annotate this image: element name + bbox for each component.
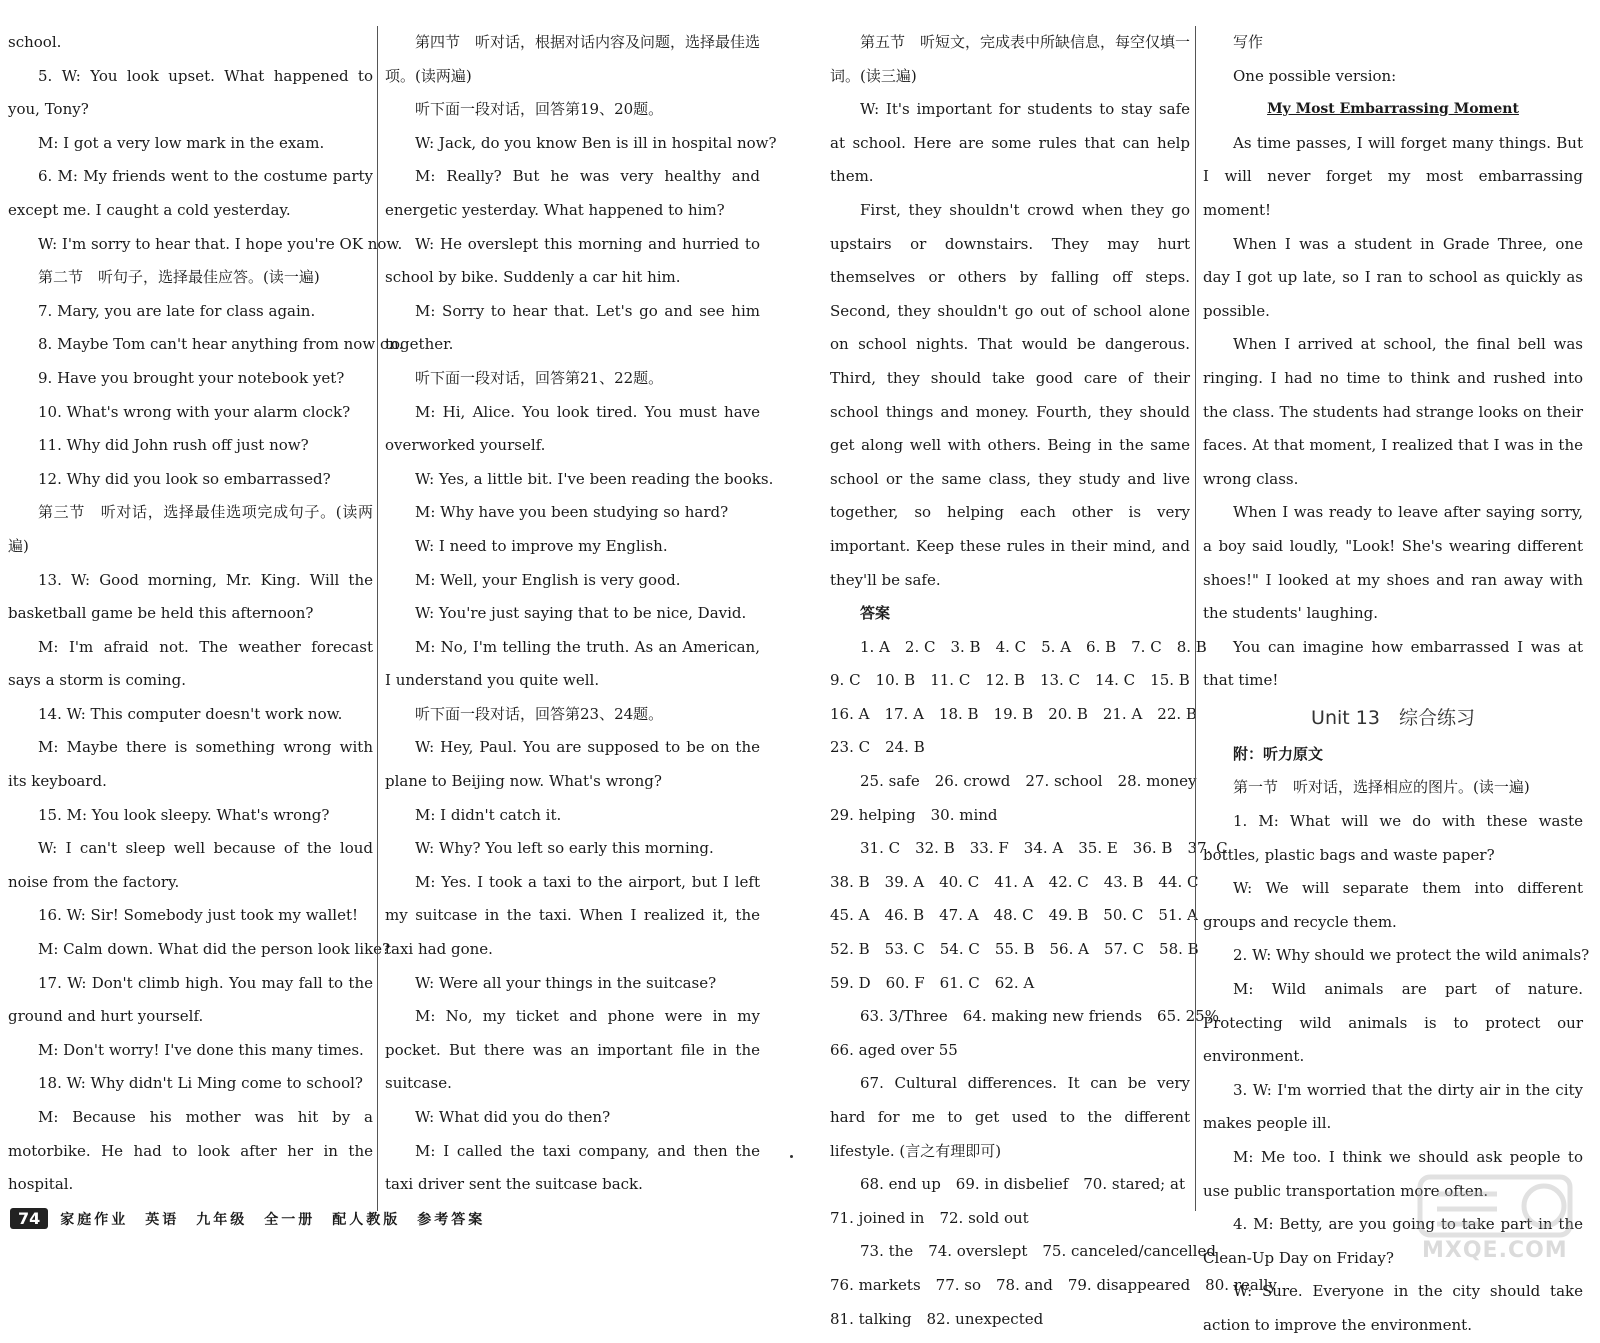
text-line: M: Sorry to hear that. Let's go and see him together. [385, 301, 760, 354]
text-line: school. [8, 33, 62, 51]
text-line: W: Hey, Paul. You are supposed to be on the plane to Beijing now. What's wrong? [385, 738, 760, 791]
essay-title: My Most Embarrassing Moment [1267, 101, 1519, 118]
text-line: 5. W: You look upset. What happened to you, Tony? [8, 66, 373, 119]
text-line: 附：听力原文 [1233, 744, 1324, 763]
text-line: 6. M: My friends went to the costume party except me. I caught a cold yesterday. [8, 167, 373, 219]
text-line: M: Why have you been studying so hard? [415, 503, 729, 522]
text-line: W: Jack, do you know Ben is ill in hospital now? [415, 133, 777, 152]
watermark-logo-icon [1412, 1169, 1582, 1269]
text-line: 9. C 10. B 11. C 12. B 13. C 14. C 15. B [830, 671, 1190, 690]
column-2 [385, 26, 777, 1226]
text-line: 14. W: This computer doesn't work now. [38, 704, 343, 723]
left-page [0, 0, 790, 1281]
text-line: When I arrived at school, the final bell was ringing. I had no time to think and rushed into the class. The students had strange looks on their faces. At that moment, I realized that I was in the wrong class. [1203, 335, 1583, 488]
text-line: M: Me too. I think we should ask people to use public transportation more often. [1203, 1148, 1583, 1200]
text-line: 67. Cultural differences. It can be very hard for me to get used to the different lifestyle. (言之有理即可) [830, 1074, 1190, 1160]
text-line: 71. joined in 72. sold out [830, 1208, 1029, 1227]
column-1 [8, 26, 404, 1226]
text-line: M: No, I'm telling the truth. As an American, I understand you quite well. [385, 637, 760, 690]
text-line: 第三节 听对话，选择最佳选项完成句子。(读两遍) [8, 503, 373, 555]
text-line: 第一节 听对话，选择相应的图片。(读一遍) [1233, 778, 1530, 797]
text-line: M: Well, your English is very good. [415, 570, 681, 589]
text-line: M: No, my ticket and phone were in my pocket. But there was an important file in the suitcase. [385, 1007, 760, 1093]
text-line: 81. talking 82. unexpected [830, 1309, 1044, 1328]
text-line: M: I'm afraid not. The weather forecast says a storm is coming. [8, 637, 373, 690]
text-line: W: You're just saying that to be nice, David. [415, 604, 747, 623]
text-line: W: It's important for students to stay safe at school. Here are some rules that can help them. [830, 100, 1190, 186]
text-line: M: Wild animals are part of nature. Protecting wild animals is to protect our environment. [1203, 980, 1583, 1066]
text-line: 第二节 听句子，选择最佳应答。(读一遍) [38, 268, 320, 287]
text-line: 第五节 听短文，完成表中所缺信息，每空仅填一词。(读三遍) [830, 33, 1191, 85]
text-line: W: Sure. Everyone in the city should take action to improve the environment. [1203, 1282, 1583, 1334]
page-footer [10, 1208, 485, 1229]
text-line: 13. W: Good morning, Mr. King. Will the basketball game be held this afternoon? [8, 570, 373, 623]
text-line: 2. W: Why should we protect the wild animals? [1233, 946, 1590, 965]
text-line: 听下面一段对话，回答第21、22题。 [415, 368, 664, 387]
text-line: 76. markets 77. so 78. and 79. disappeared 80. really [830, 1275, 1277, 1294]
text-line: M: I called the taxi company, and then the taxi driver sent the suitcase back. [385, 1141, 760, 1194]
text-line: 25. safe 26. crowd 27. school 28. money [860, 772, 1197, 791]
text-line: You can imagine how embarrassed I was at that time! [1203, 637, 1583, 690]
text-line: M: I got a very low mark in the exam. [38, 133, 325, 152]
text-line: 18. W: Why didn't Li Ming come to school? [38, 1074, 363, 1093]
text-line: W: We will separate them into different groups and recycle them. [1203, 879, 1583, 931]
text-line: W: I can't sleep well because of the loud noise from the factory. [8, 839, 373, 891]
text-line: 听下面一段对话，回答第23、24题。 [415, 704, 664, 723]
print-dot [790, 1155, 793, 1158]
text-line: 12. Why did you look so embarrassed? [38, 469, 331, 488]
text-line: 17. W: Don't climb high. You may fall to the ground and hurt yourself. [8, 973, 373, 1026]
text-line: 38. B 39. A 40. C 41. A 42. C 43. B 44. C [830, 872, 1199, 891]
text-line: First, they shouldn't crowd when they go upstairs or downstairs. They may hurt themselves or others by falling off steps. Second, they shouldn't go out of school alone on school nights. That would be dangerous. Third, they should take good care of their school things and money. Fourth, they should get along well with others. Being in the same school or the same class, they study and live together, so helping each other is very important. Keep these rules in their mind, and they'll be safe. [830, 200, 1190, 589]
text-line: 3. W: I'm worried that the dirty air in the city makes people ill. [1203, 1080, 1583, 1133]
text-line: One possible version: [1233, 66, 1397, 85]
text-line: 4. M: Betty, are you going to take part in the Clean-Up Day on Friday? [1203, 1215, 1583, 1267]
page-number: 74 [10, 1208, 48, 1229]
text-line: 31. C 32. B 33. F 34. A 35. E 36. B 37. C [860, 839, 1228, 858]
text-line: 73. the 74. overslept 75. canceled/cancelled [860, 1242, 1216, 1261]
text-line: 8. Maybe Tom can't hear anything from now on. [38, 335, 404, 354]
text-line: 听下面一段对话，回答第19、20题。 [415, 100, 664, 119]
text-line: W: What did you do then? [415, 1108, 611, 1126]
text-line: M: Calm down. What did the person look like? [38, 940, 391, 959]
text-line: 45. A 46. B 47. A 48. C 49. B 50. C 51. A [830, 906, 1198, 925]
footer-title: 家庭作业 英语 九年级 全一册 配人教版 参考答案 [60, 1211, 486, 1228]
text-line: 16. A 17. A 18. B 19. B 20. B 21. A 22. B [830, 704, 1197, 723]
text-line: M: Maybe there is something wrong with its keyboard. [8, 738, 373, 791]
text-line: 11. Why did John rush off just now? [38, 436, 309, 455]
text-line: 10. What's wrong with your alarm clock? [38, 402, 351, 421]
unit-heading: Unit 13 综合练习 [1311, 706, 1475, 729]
text-line: M: Don't worry! I've done this many times. [38, 1040, 364, 1059]
text-line: W: Why? You left so early this morning. [415, 839, 714, 858]
text-line: When I was ready to leave after saying sorry, a boy said loudly, "Look! She's wearing different shoes!" I looked at my shoes and ran away with the students' laughing. [1203, 503, 1583, 623]
text-line: 第四节 听对话，根据对话内容及问题，选择最佳选项。(读两遍) [385, 33, 761, 85]
text-line: M: Hi, Alice. You look tired. You must have overworked yourself. [385, 402, 760, 455]
text-line: 29. helping 30. mind [830, 805, 998, 824]
text-line: M: I didn't catch it. [415, 805, 562, 824]
text-line: W: I need to improve my English. [415, 536, 668, 555]
text-line: 52. B 53. C 54. C 55. B 56. A 57. C 58. B [830, 940, 1199, 959]
text-line: W: I'm sorry to hear that. I hope you're OK now. [38, 234, 403, 253]
column-divider [377, 26, 378, 1211]
text-line: 23. C 24. B [830, 738, 925, 757]
text-line: 68. end up 69. in disbelief 70. stared; at [860, 1175, 1185, 1194]
text-line: 1. M: What will we do with these waste bottles, plastic bags and waste paper? [1203, 812, 1583, 864]
text-line: W: Yes, a little bit. I've been reading the books. [415, 469, 774, 488]
text-line: 63. 3/Three 64. making new friends 65. 25% [860, 1007, 1219, 1026]
text-line: 9. Have you brought your notebook yet? [38, 368, 345, 387]
text-line: 写作 [1233, 33, 1264, 51]
text-line: M: Because his mother was hit by a motorbike. He had to look after her in the hospital. [8, 1108, 373, 1194]
text-line: 16. W: Sir! Somebody just took my wallet! [38, 906, 359, 925]
text-line: 1. A 2. C 3. B 4. C 5. A 6. B 7. C 8. B [860, 637, 1207, 656]
text-line: 66. aged over 55 [830, 1040, 958, 1059]
text-line: 15. M: You look sleepy. What's wrong? [38, 805, 330, 824]
text-line: M: Really? But he was very healthy and energetic yesterday. What happened to him? [385, 167, 760, 219]
text-line: W: He overslept this morning and hurried to school by bike. Suddenly a car hit him. [385, 234, 760, 287]
text-line: When I was a student in Grade Three, one day I got up late, so I ran to school as quickly as possible. [1203, 234, 1583, 320]
column-divider [1195, 26, 1196, 1211]
watermark-text: MXQE.COM [1422, 1238, 1568, 1263]
text-line: W: Were all your things in the suitcase? [415, 973, 717, 992]
text-line: 答案 [860, 604, 891, 623]
text-line: 59. D 60. F 61. C 62. A [830, 973, 1035, 992]
text-line: M: Yes. I took a taxi to the airport, but I left my suitcase in the taxi. When I realized it, the taxi had gone. [385, 872, 760, 959]
right-page [825, 0, 1600, 1334]
text-line: 7. Mary, you are late for class again. [38, 301, 316, 320]
text-line: As time passes, I will forget many things. But I will never forget my most embarrassing moment! [1203, 133, 1583, 219]
